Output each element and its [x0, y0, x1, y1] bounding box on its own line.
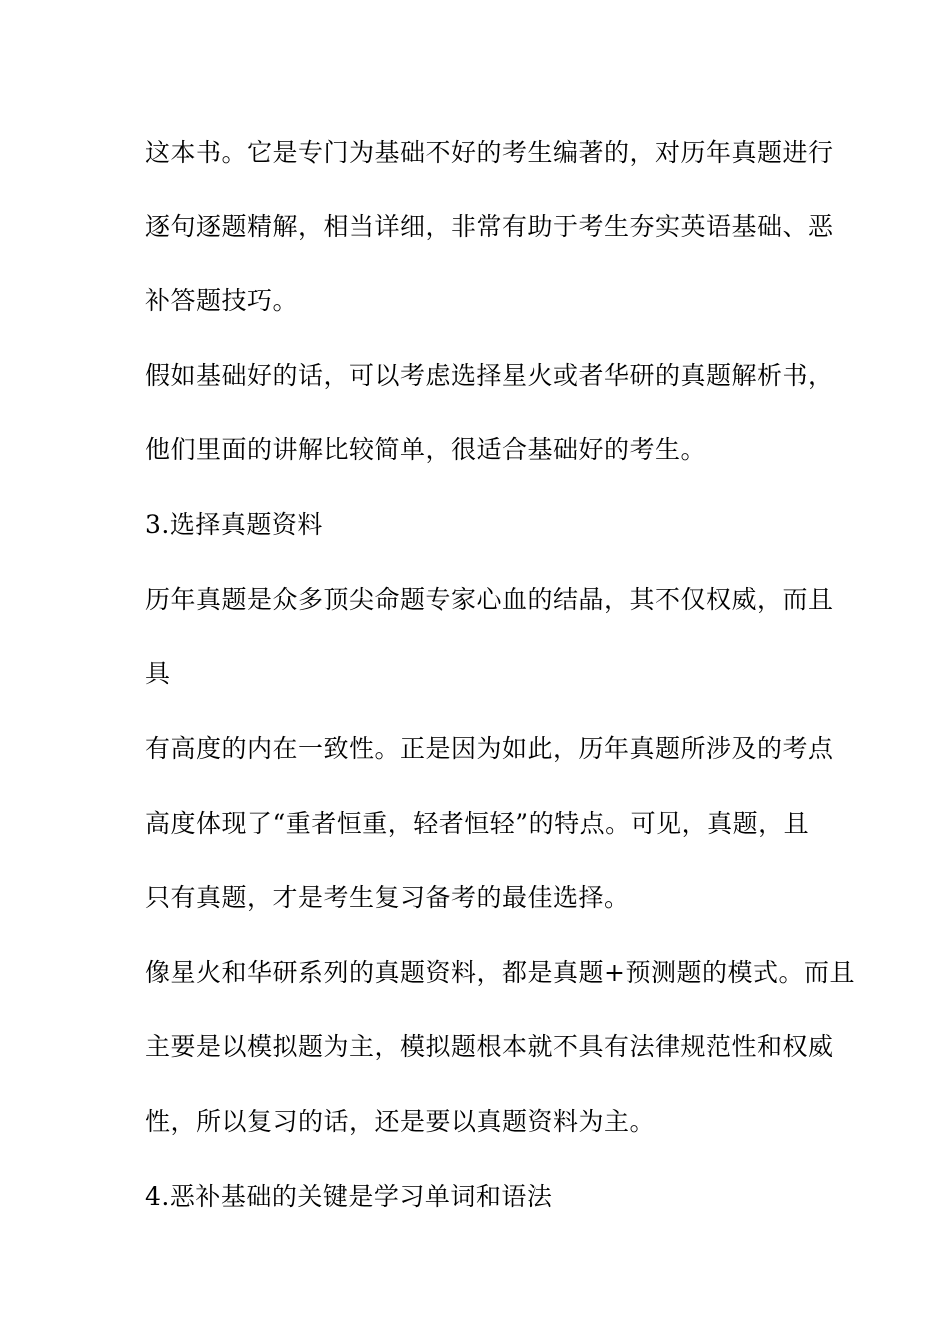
text-line: 历年真题是众多顶尖命题专家心血的结晶，其不仅权威，而且 [145, 585, 834, 614]
text-line: 假如基础好的话，可以考虑选择星火或者华研的真题解析书， [145, 361, 834, 390]
text-line: 他们里面的讲解比较简单，很适合基础好的考生。 [145, 435, 707, 464]
section-heading: 3.选择真题资料 [145, 510, 323, 539]
text-line: 有高度的内在一致性。正是因为如此，历年真题所涉及的考点 [145, 734, 834, 763]
section-heading: 4.恶补基础的关键是学习单词和语法 [145, 1182, 553, 1211]
text-line: 高度体现了“重者恒重，轻者恒轻”的特点。可见，真题，且 [145, 809, 810, 838]
text-line: 只有真题，才是考生复习备考的最佳选择。 [145, 883, 630, 912]
text-line: 像星火和华研系列的真题资料，都是真题+预测题的模式。而且 [145, 958, 855, 987]
text-line: 具 [145, 659, 171, 688]
text-line: 主要是以模拟题为主，模拟题根本就不具有法律规范性和权威 [145, 1032, 834, 1061]
text-line: 逐句逐题精解，相当详细，非常有助于考生夯实英语基础、恶 [145, 212, 834, 241]
text-line: 这本书。它是专门为基础不好的考生编著的，对历年真题进行 [145, 138, 834, 167]
text-line: 性，所以复习的话，还是要以真题资料为主。 [145, 1107, 656, 1136]
text-line: 补答题技巧。 [145, 286, 299, 315]
